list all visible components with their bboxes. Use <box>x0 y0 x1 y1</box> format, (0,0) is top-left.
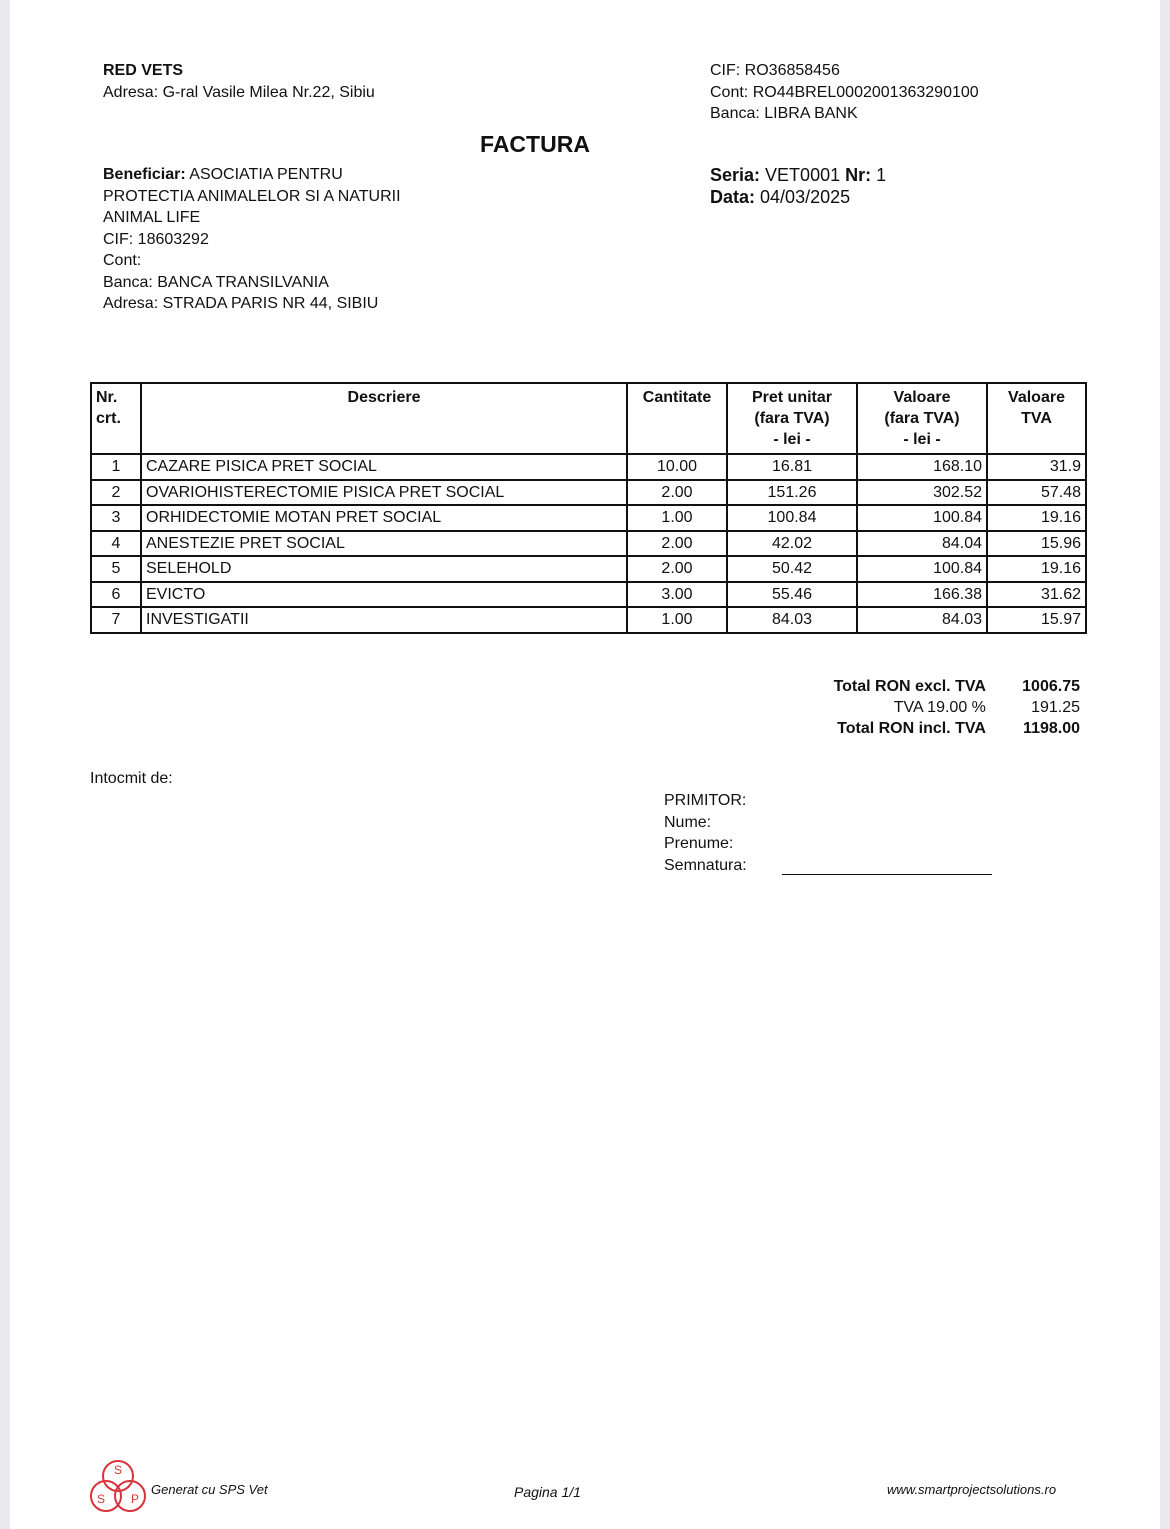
cell-nr: 2 <box>91 480 141 506</box>
logo-letter-left: S <box>96 1492 106 1506</box>
cell-unit-price: 151.26 <box>727 480 857 506</box>
buyer-address: Adresa: STRADA PARIS NR 44, SIBIU <box>103 295 379 312</box>
table-row <box>91 607 1086 633</box>
footer-url: www.smartprojectsolutions.ro <box>887 1482 1057 1497</box>
table-header-row <box>91 383 1086 454</box>
totals-block <box>710 676 1080 739</box>
footer-page-number: Pagina 1/1 <box>514 1484 581 1500</box>
header-vat: Valoare TVA <box>987 383 1086 454</box>
table-row <box>91 556 1086 582</box>
cell-nr: 5 <box>91 556 141 582</box>
header-value: Valoare (fara TVA) - lei - <box>857 383 987 454</box>
cell-vat: 19.16 <box>987 556 1086 582</box>
cell-vat: 15.97 <box>987 607 1086 633</box>
cell-value: 168.10 <box>857 454 987 480</box>
cell-vat: 57.48 <box>987 480 1086 506</box>
invoice-page <box>10 0 1160 1529</box>
cell-description: OVARIOHISTERECTOMIE PISICA PRET SOCIAL <box>141 480 627 506</box>
cell-description: INVESTIGATII <box>141 607 627 633</box>
total-incl-value: 1198.00 <box>1023 720 1080 737</box>
header-nr: Nr. crt. <box>91 383 141 454</box>
cell-quantity: 2.00 <box>627 480 727 506</box>
header-unit-price: Pret unitar (fara TVA) - lei - <box>727 383 857 454</box>
header-quantity: Cantitate <box>627 383 727 454</box>
cell-quantity: 1.00 <box>627 607 727 633</box>
receiver-signature: Semnatura: <box>664 856 747 874</box>
number-label: Nr: <box>845 165 872 185</box>
seller-name: RED VETS <box>103 62 184 79</box>
vat-row <box>710 697 1080 718</box>
receiver-name: Nume: <box>664 813 712 831</box>
table-row <box>91 582 1086 608</box>
seller-bank: Banca: LIBRA BANK <box>710 105 858 122</box>
cell-unit-price: 16.81 <box>727 454 857 480</box>
cell-nr: 3 <box>91 505 141 531</box>
cell-description: ANESTEZIE PRET SOCIAL <box>141 531 627 557</box>
total-excl-label: Total RON excl. TVA <box>833 678 986 695</box>
items-table <box>90 382 1087 634</box>
seller-account: Cont: RO44BREL0002001363290100 <box>710 83 979 101</box>
cell-unit-price: 100.84 <box>727 505 857 531</box>
cell-quantity: 1.00 <box>627 505 727 531</box>
cell-unit-price: 84.03 <box>727 607 857 633</box>
total-excl-row <box>710 676 1080 697</box>
cell-vat: 19.16 <box>987 505 1086 531</box>
date-label: Data: <box>710 187 756 207</box>
seller-fiscal-block <box>710 60 979 125</box>
seller-cif: CIF: RO36858456 <box>710 62 840 79</box>
cell-quantity: 3.00 <box>627 582 727 608</box>
date-value: 04/03/2025 <box>760 187 851 207</box>
series-value: VET0001 <box>765 165 841 185</box>
cell-value: 84.03 <box>857 607 987 633</box>
receiver-surname: Prenume: <box>664 835 734 852</box>
seller-block <box>103 60 375 103</box>
logo-letter-top: S <box>113 1463 123 1477</box>
cell-unit-price: 50.42 <box>727 556 857 582</box>
buyer-name-line2: PROTECTIA ANIMALELOR SI A NATURII <box>103 187 401 205</box>
table-row <box>91 454 1086 480</box>
invoice-meta <box>710 164 886 208</box>
sps-logo-icon <box>88 1458 148 1525</box>
header-description: Descriere <box>141 383 627 454</box>
cell-value: 166.38 <box>857 582 987 608</box>
cell-vat: 31.62 <box>987 582 1086 608</box>
cell-value: 302.52 <box>857 480 987 506</box>
cell-nr: 7 <box>91 607 141 633</box>
footer-generated: Generat cu SPS Vet <box>151 1482 268 1497</box>
receiver-block <box>664 790 747 876</box>
buyer-account: Cont: <box>103 252 142 269</box>
logo-letter-right: P <box>130 1492 140 1506</box>
vat-value: 191.25 <box>1031 699 1080 716</box>
seller-address: Adresa: G-ral Vasile Milea Nr.22, Sibiu <box>103 83 375 101</box>
cell-description: CAZARE PISICA PRET SOCIAL <box>141 454 627 480</box>
cell-description: EVICTO <box>141 582 627 608</box>
receiver-title: PRIMITOR: <box>664 792 747 809</box>
vat-label: TVA 19.00 % <box>893 699 986 716</box>
table-row <box>91 531 1086 557</box>
cell-vat: 31.9 <box>987 454 1086 480</box>
invoice-title: FACTURA <box>480 131 590 157</box>
buyer-label: Beneficiar: <box>103 166 186 183</box>
cell-nr: 1 <box>91 454 141 480</box>
cell-value: 100.84 <box>857 505 987 531</box>
cell-nr: 4 <box>91 531 141 557</box>
total-excl-value: 1006.75 <box>1022 678 1080 695</box>
number-value: 1 <box>876 165 887 185</box>
cell-description: SELEHOLD <box>141 556 627 582</box>
cell-vat: 15.96 <box>987 531 1086 557</box>
buyer-name-line1: ASOCIATIA PENTRU <box>189 166 343 183</box>
buyer-cif: CIF: 18603292 <box>103 230 209 248</box>
signature-line <box>782 874 992 875</box>
cell-quantity: 2.00 <box>627 531 727 557</box>
total-incl-row <box>710 718 1080 739</box>
prepared-by: Intocmit de: <box>90 770 173 787</box>
buyer-name-line3: ANIMAL LIFE <box>103 209 201 226</box>
cell-value: 84.04 <box>857 531 987 557</box>
cell-quantity: 10.00 <box>627 454 727 480</box>
buyer-bank: Banca: BANCA TRANSILVANIA <box>103 273 329 291</box>
cell-quantity: 2.00 <box>627 556 727 582</box>
cell-description: ORHIDECTOMIE MOTAN PRET SOCIAL <box>141 505 627 531</box>
total-incl-label: Total RON incl. TVA <box>837 720 986 737</box>
cell-nr: 6 <box>91 582 141 608</box>
buyer-block <box>103 164 463 315</box>
table-row <box>91 505 1086 531</box>
cell-unit-price: 55.46 <box>727 582 857 608</box>
table-row <box>91 480 1086 506</box>
cell-value: 100.84 <box>857 556 987 582</box>
cell-unit-price: 42.02 <box>727 531 857 557</box>
series-label: Seria: <box>710 165 761 185</box>
